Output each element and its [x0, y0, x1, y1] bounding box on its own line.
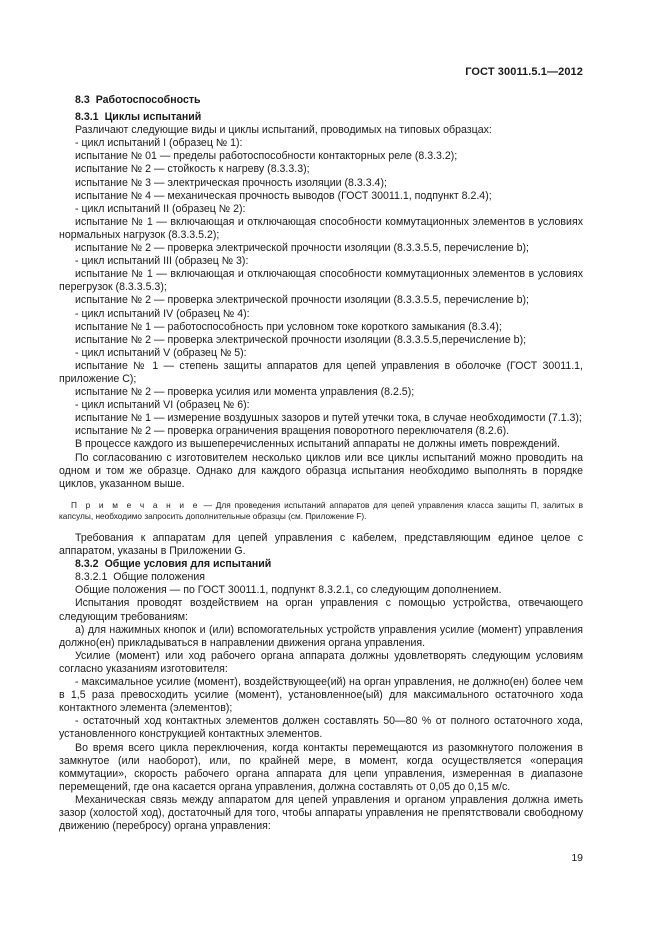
list-item: - максимальное усилие (момент), воздействующее(ий) на орган управления, не должно(ен) более чем в 1,5 раза превосходить усилие (момент), установленное(ый) для максимального остаточного хода контактного элемента (элементов);	[59, 676, 583, 715]
paragraph: Усилие (момент) или ход рабочего органа аппарата должны удовлетворять следующим условиям согласно указаниям изготовителя:	[59, 649, 583, 675]
paragraph: испытание № 1 — степень защиты аппаратов для цепей управления в оболочке (ГОСТ 30011.1, приложение С);	[59, 359, 583, 385]
paragraph: испытание № 4 — механическая прочность выводов (ГОСТ 30011.1, подпункт 8.2.4);	[75, 189, 492, 202]
paragraph: испытание № 1 — измерение воздушных зазоров и путей утечки тока, в случае необходимости (7.1.3);	[75, 412, 582, 425]
list-item: - цикл испытаний IV (образец № 4):	[75, 307, 250, 320]
list-item: - цикл испытаний III (образец № 3):	[75, 255, 249, 268]
paragraph: Во время всего цикла переключения, когда контакты перемещаются из разомкнутого положения в замкнутое (или наоборот), или, по крайней мере, в момент, когда осуществляется «операция коммутации», скорость рабочего органа аппарата для цепи управления, измеренная в диапазоне перемещений, где она касается органа управления, должна составлять от 0,05 до 0,15 м/с.	[59, 741, 583, 793]
paragraph: Испытания проводят воздействием на орган управления с помощью устройства, отвечающего следующим требованиям:	[59, 597, 583, 623]
subsection-heading-8-3-2-1: 8.3.2.1 Общие положения	[75, 571, 206, 584]
paragraph: По согласованию с изготовителем несколько циклов или все циклы испытаний можно проводить на одном и том же образце. Однако для каждого образца испытания необходимо выполнять в порядке циклов, указанном выше.	[59, 451, 583, 490]
paragraph: испытание № 01 — пределы работоспособности контакторных реле (8.3.3.2);	[75, 150, 458, 163]
page-number: 19	[571, 852, 583, 864]
list-item: - цикл испытаний VI (образец № 6):	[75, 399, 250, 412]
section-heading-8-3-1: 8.3.1 Циклы испытаний	[75, 111, 202, 124]
paragraph: испытание № 3 — электрическая прочность изоляции (8.3.3.4);	[75, 176, 387, 189]
paragraph: испытание № 2 — проверка усилия или момента управления (8.2.5);	[75, 386, 415, 399]
paragraph: испытание № 2 — проверка электрической прочности изоляции (8.3.3.5.5, перечисление b);	[75, 242, 529, 255]
paragraph: Требования к аппаратам для цепей управления с кабелем, представляющим единое целое с аппаратом, указаны в Приложении G.	[59, 532, 583, 558]
list-item: - остаточный ход контактных элементов должен составлять 50—80 % от полного остаточного хода, установленного конструкцией контактных элементов.	[59, 715, 583, 741]
document-body	[59, 92, 583, 833]
paragraph: испытание № 1 — включающая и отключающая способности коммутационных элементов в условиях перегрузок (8.3.3.5.3);	[59, 268, 583, 294]
paragraph: испытание № 1 — работоспособность при условном токе короткого замыкания (8.3.4);	[75, 320, 502, 333]
paragraph: Механическая связь между аппаратом для цепей управления и органом управления должна иметь зазор (холостой ход), достаточный для того, чтобы аппараты управления не препятствовали свободному движению (перебросу) органа управления:	[59, 793, 583, 833]
section-heading-8-3: 8.3 Работоспособность	[75, 94, 201, 106]
note-label: П р и м е ч а н и е	[71, 499, 200, 510]
section-heading-8-3-2: 8.3.2 Общие условия для испытаний	[75, 558, 272, 571]
paragraph: испытание № 2 — проверка ограничения вращения поворотного переключателя (8.2.6).	[75, 425, 510, 438]
paragraph: Общие положения — по ГОСТ 30011.1, подпункт 8.3.2.1, со следующим дополнением.	[75, 584, 502, 597]
paragraph: испытание № 1 — включающая и отключающая способности коммутационных элементов в условиях нормальных нагрузок (8.3.3.5.2);	[59, 215, 583, 241]
note-text: — Для проведения испытаний аппаратов для цепей управления класса защиты П, залитых в капсулы, необходимо запросить дополнительные образцы (см. Приложение F).	[59, 499, 583, 522]
paragraph: В процессе каждого из вышеперечисленных испытаний аппараты не должны иметь повреждений.	[75, 438, 560, 451]
list-item: а) для нажимных кнопок и (или) вспомогательных устройств управления усилие (момент) управления должно(ен) прикладываться в направлении движения органа управления.	[59, 623, 583, 649]
paragraph: испытание № 2 — стойкость к нагреву (8.3.3.3);	[75, 163, 310, 176]
paragraph: Различают следующие виды и циклы испытаний, проводимых на типовых образцах:	[75, 124, 492, 137]
list-item: - цикл испытаний II (образец № 2):	[75, 202, 246, 215]
list-item: - цикл испытаний I (образец № 1):	[75, 137, 243, 150]
document-code-header: ГОСТ 30011.5.1—2012	[465, 66, 583, 78]
note	[59, 500, 583, 523]
paragraph: испытание № 2 — проверка электрической прочности изоляции (8.3.3.5.5, перечисление b);	[75, 294, 529, 307]
list-item: - цикл испытаний V (образец № 5):	[75, 346, 247, 359]
paragraph: испытание № 2 — проверка электрической прочности изоляции (8.3.3.5.5,перечисление b);	[75, 333, 527, 346]
